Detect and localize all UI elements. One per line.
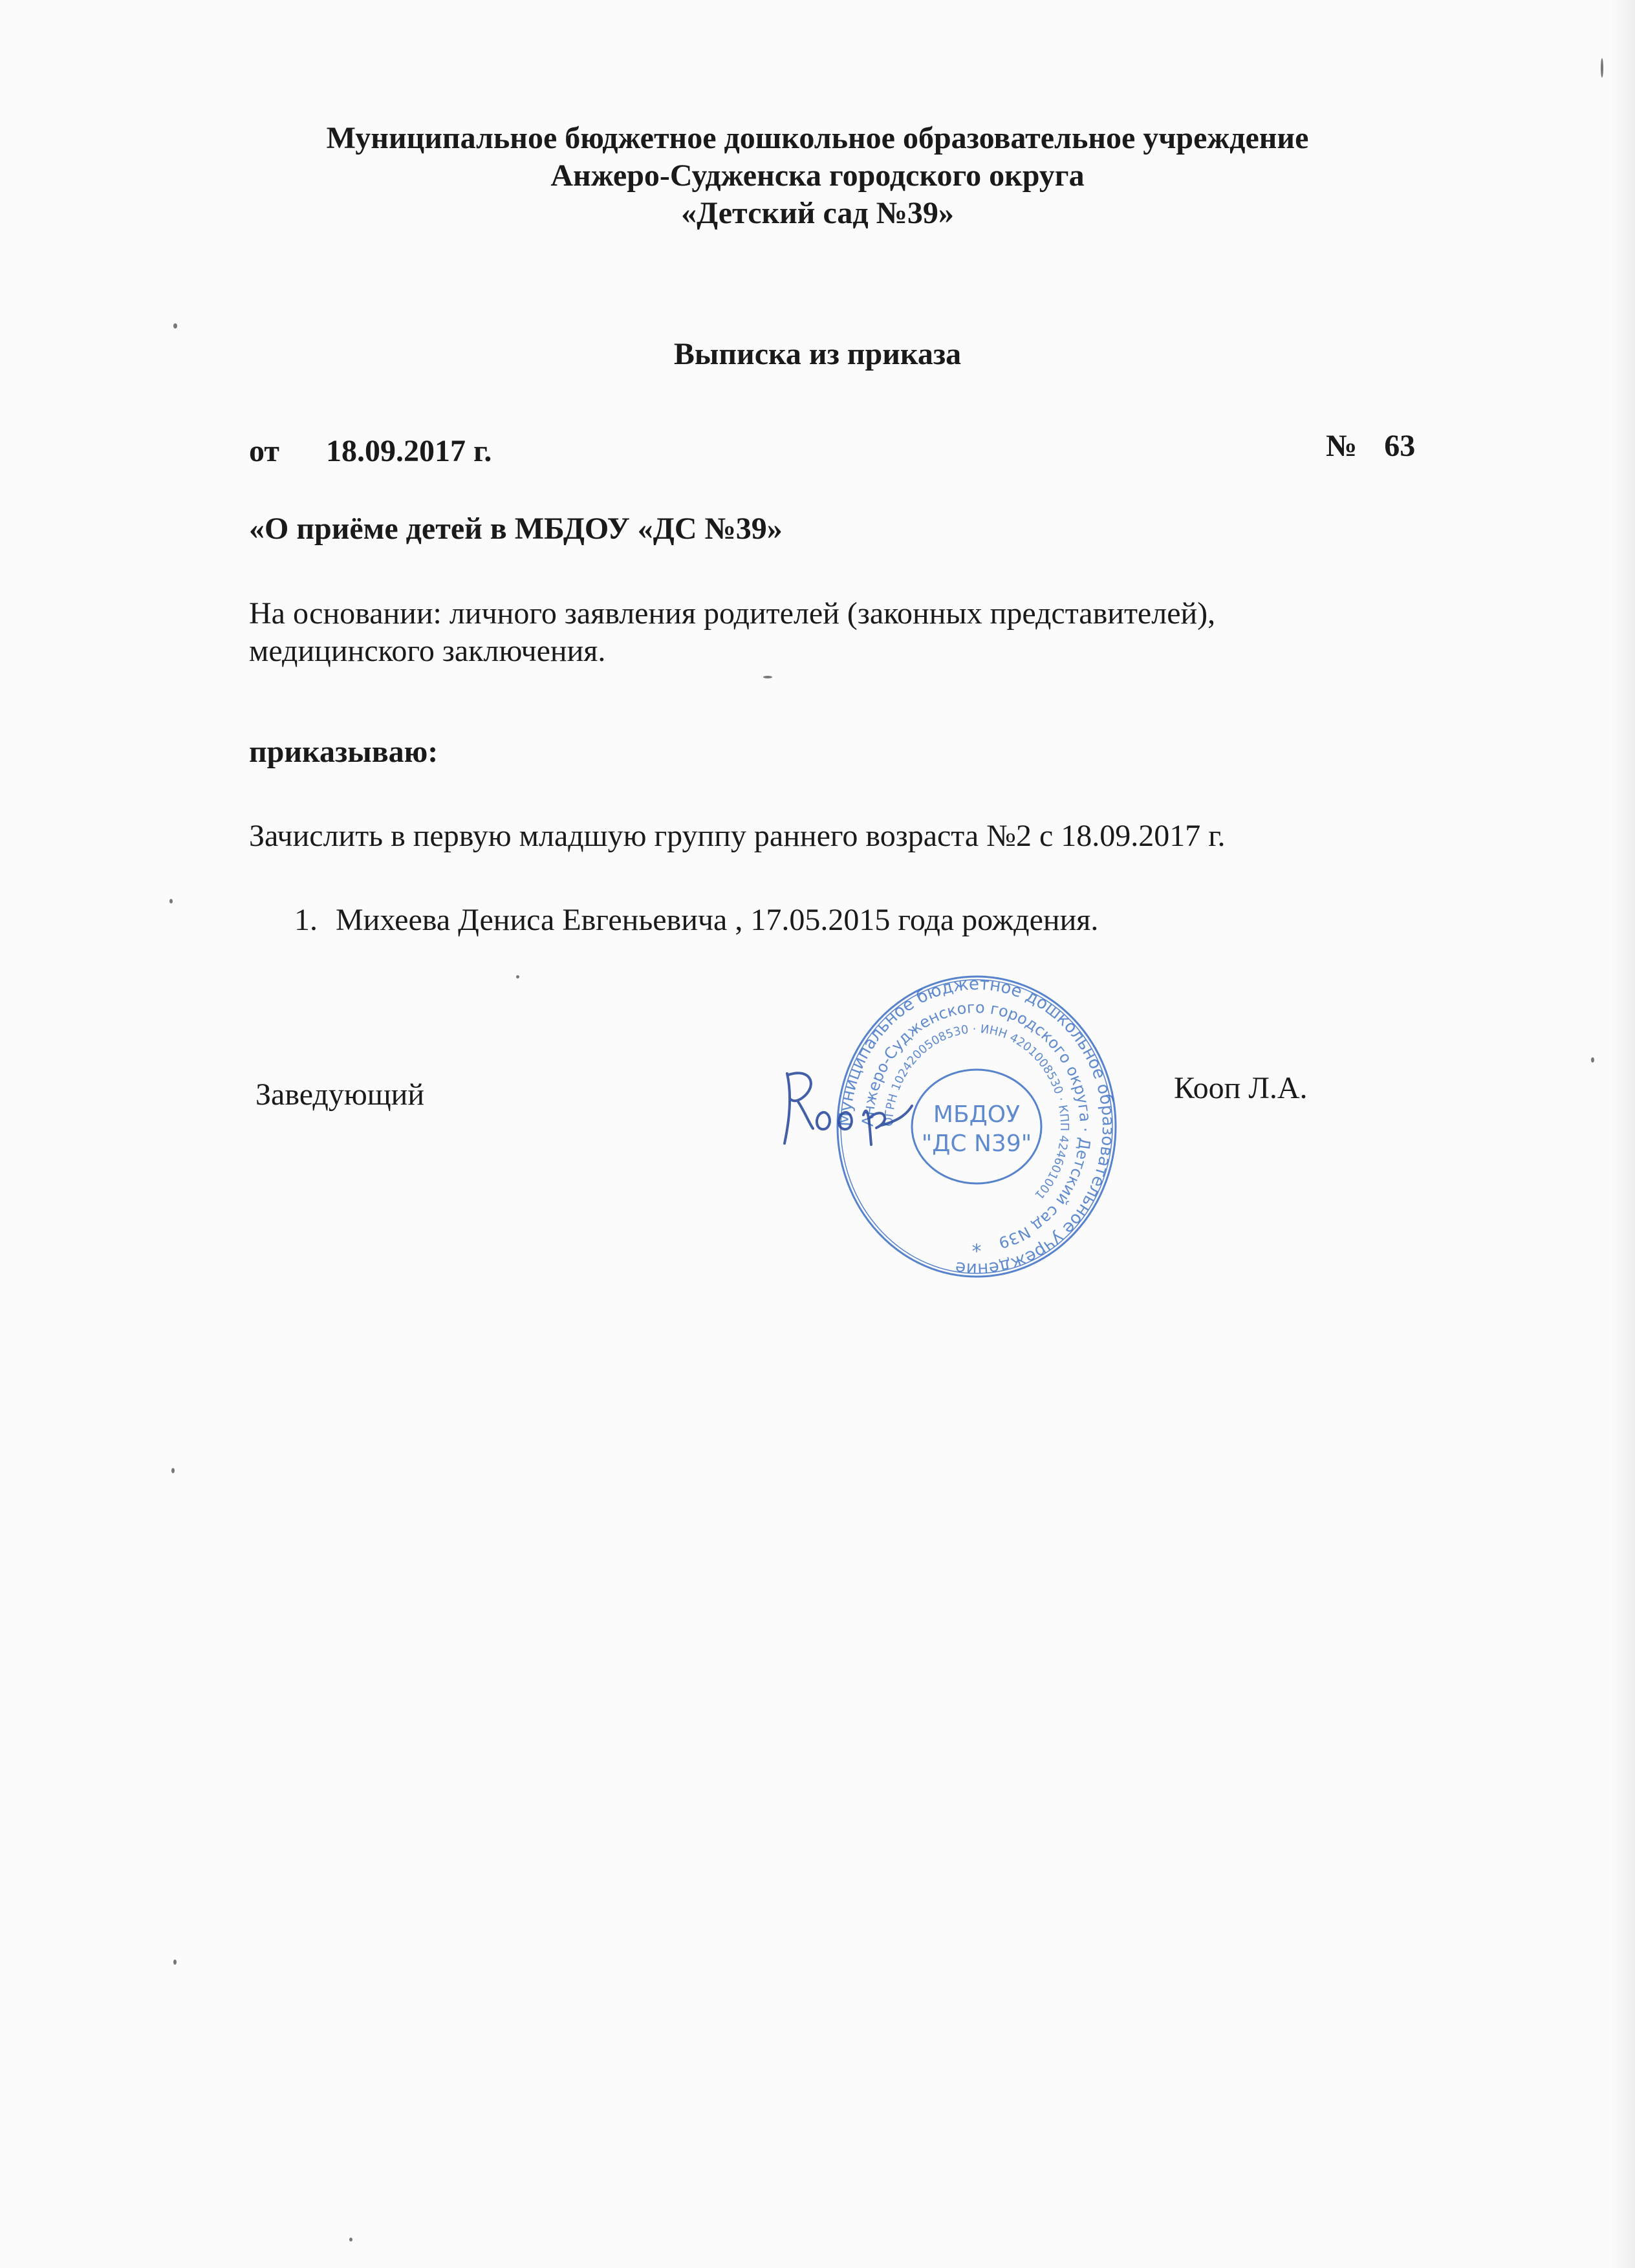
order-number-line	[1326, 428, 1415, 464]
date-prefix: от	[249, 434, 279, 468]
institution-header	[0, 120, 1635, 232]
list-item	[294, 902, 1098, 938]
scan-speck	[1601, 58, 1603, 78]
scan-speck	[169, 899, 173, 903]
signer-name: Кооп Л.А.	[1174, 1071, 1308, 1105]
order-subject: «О приёме детей в МБДОУ «ДС №39»	[249, 512, 783, 546]
list-item-text: Михеева Дениса Евгеньевича , 17.05.2015 года рождения.	[336, 903, 1099, 937]
enroll-statement: Зачислить в первую младшую группу раннего возраста №2 с 18.09.2017 г.	[249, 819, 1226, 853]
stamp-outer-text: Муниципальное бюджетное дошкольное образовательное учреждение	[835, 974, 1118, 1279]
scan-speck	[763, 676, 772, 678]
stamp-inner-text: ОГРН 1024200508530 · ИНН 4201008530 · КПП 424601001	[882, 1022, 1072, 1202]
number-sign: №	[1326, 429, 1358, 463]
header-line-1: Муниципальное бюджетное дошкольное образовательное учреждение	[326, 121, 1309, 155]
scan-speck	[1591, 1057, 1594, 1063]
header-line-3: «Детский сад №39»	[681, 196, 954, 230]
order-date: 18.09.2017 г.	[325, 434, 492, 468]
stamp-center-line-2: "ДС N39"	[921, 1130, 1032, 1157]
scan-speck	[173, 323, 177, 329]
order-word: приказываю:	[249, 735, 439, 769]
scan-speck	[516, 975, 519, 978]
list-item-index: 1.	[294, 903, 318, 937]
children-list	[294, 902, 1098, 938]
order-date-line	[249, 433, 492, 469]
scan-speck	[349, 2238, 352, 2241]
order-basis	[249, 595, 1543, 670]
document-title: Выписка из приказа	[673, 337, 962, 371]
handwritten-signature	[773, 1061, 922, 1151]
header-line-2: Анжеро-Судженска городского округа	[550, 158, 1085, 193]
scan-speck	[171, 1468, 175, 1473]
stamp-star-icon: *	[971, 1240, 982, 1263]
basis-line-1: На основании: личного заявления родителей (законных представителей),	[249, 596, 1216, 631]
scan-speck	[173, 1960, 177, 1965]
order-number: 63	[1384, 429, 1416, 463]
stamp-center-line-1: МБДОУ	[933, 1101, 1021, 1128]
signer-position: Заведующий	[255, 1077, 425, 1112]
stamp-middle-text: Анжеро-Судженского городского округа · Детский сад N39	[858, 998, 1095, 1252]
basis-line-2: медицинского заключения.	[249, 634, 606, 668]
